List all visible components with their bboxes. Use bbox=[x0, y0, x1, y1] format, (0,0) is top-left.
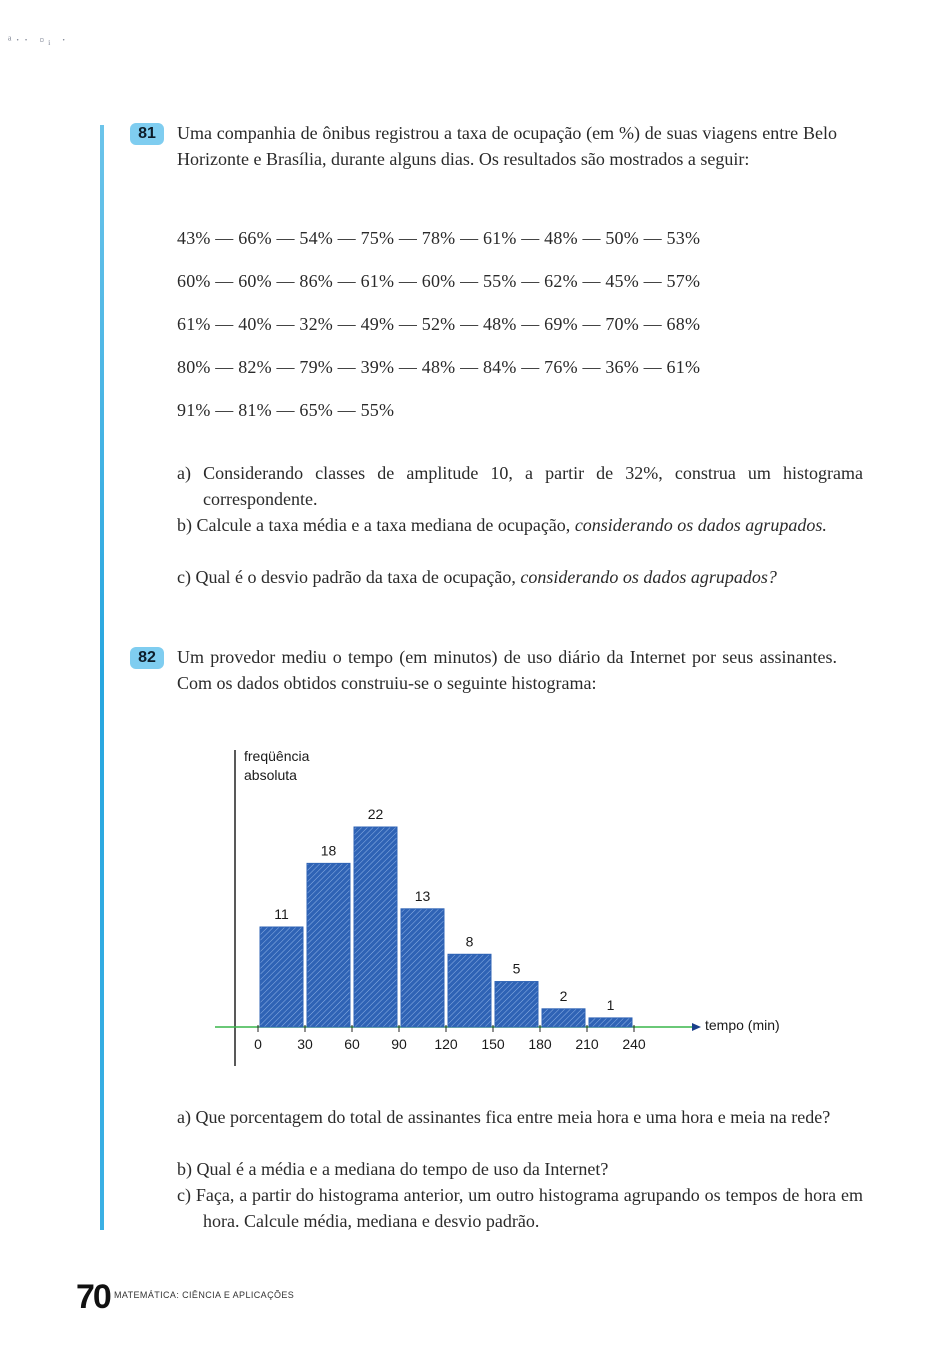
page-number: 70 bbox=[76, 1278, 110, 1316]
bar-value-label: 1 bbox=[606, 996, 615, 1013]
data-row: 43% — 66% — 54% — 75% — 78% — 61% — 48% — 50% — 53% bbox=[177, 228, 701, 248]
histogram-bar bbox=[260, 927, 303, 1027]
x-tick-label: 240 bbox=[622, 1036, 646, 1052]
bar-value-label: 13 bbox=[414, 887, 431, 904]
data-row: 60% — 60% — 86% — 61% — 60% — 55% — 62% — 45% — 57% bbox=[177, 271, 701, 291]
y-axis-label: absoluta bbox=[244, 767, 297, 783]
question-81-item-a: a) Considerando classes de amplitude 10, a partir de 32%, construa um histograma correspondente. bbox=[177, 463, 864, 509]
question-82-number: 82 bbox=[130, 647, 164, 669]
x-tick-label: 120 bbox=[434, 1036, 458, 1052]
x-tick-label: 30 bbox=[297, 1036, 313, 1052]
bar-value-label: 2 bbox=[559, 987, 568, 1004]
histogram-bar bbox=[307, 863, 350, 1027]
corner-mark: ᵃ·· ▫ᵢ · bbox=[8, 32, 70, 47]
x-tick-label: 60 bbox=[344, 1036, 360, 1052]
question-81-item-b: b) Calcule a taxa média e a taxa mediana de ocupação, considerando os dados agrupados. bbox=[177, 515, 827, 535]
bar-value-label: 22 bbox=[367, 806, 384, 822]
x-axis-label: tempo (min) bbox=[705, 1017, 780, 1033]
histogram-bar bbox=[401, 909, 444, 1027]
data-row: 61% — 40% — 32% — 49% — 52% — 48% — 69% — 70% — 68% bbox=[177, 314, 701, 334]
question-81-number: 81 bbox=[130, 123, 164, 145]
y-axis-label: freqüência bbox=[244, 748, 310, 764]
histogram-bar bbox=[354, 827, 397, 1027]
x-axis-arrow bbox=[692, 1023, 701, 1031]
x-tick-label: 210 bbox=[575, 1036, 599, 1052]
bar-value-label: 11 bbox=[274, 906, 289, 922]
histogram-bar bbox=[495, 982, 538, 1027]
x-tick-label: 180 bbox=[528, 1036, 552, 1052]
x-tick-label: 0 bbox=[254, 1036, 262, 1052]
x-tick-label: 90 bbox=[391, 1036, 407, 1052]
question-82-item-c: c) Faça, a partir do histograma anterior, um outro histograma agrupando os tempos de hora em hora. Calcule média, mediana e desvio padrão. bbox=[177, 1185, 864, 1231]
bar-value-label: 5 bbox=[512, 960, 521, 977]
question-82-item-b: b) Qual é a média e a mediana do tempo de uso da Internet? bbox=[177, 1159, 609, 1179]
question-81-text: Uma companhia de ônibus registrou a taxa de ocupação (em %) de suas viagens entre Belo Horizonte e Brasília, durante alguns dias. Os resultados são mostrados a seguir: bbox=[177, 123, 837, 169]
question-81-item-c: c) Qual é o desvio padrão da taxa de ocupação, considerando os dados agrupados? bbox=[177, 567, 777, 587]
histogram-bar bbox=[542, 1009, 585, 1027]
question-82-text: Um provedor mediu o tempo (em minutos) de uso diário da Internet por seus assinantes. Com os dados obtidos construiu-se o seguinte histograma: bbox=[177, 647, 837, 693]
book-title: MATEMÁTICA: CIÊNCIA E APLICAÇÕES bbox=[114, 1290, 295, 1300]
x-tick-label: 150 bbox=[481, 1036, 505, 1052]
histogram-bar bbox=[589, 1018, 632, 1027]
bar-value-label: 18 bbox=[320, 842, 337, 859]
histogram-bar bbox=[448, 954, 491, 1027]
data-row: 80% — 82% — 79% — 39% — 48% — 84% — 76% — 36% — 61% bbox=[177, 357, 701, 377]
margin-rule bbox=[100, 125, 104, 1230]
question-82-item-a: a) Que porcentagem do total de assinantes fica entre meia hora e uma hora e meia na rede? bbox=[177, 1107, 831, 1127]
bar-value-label: 8 bbox=[465, 933, 474, 950]
histogram-chart bbox=[200, 740, 840, 1080]
data-row: 91% — 81% — 65% — 55% bbox=[177, 400, 395, 420]
